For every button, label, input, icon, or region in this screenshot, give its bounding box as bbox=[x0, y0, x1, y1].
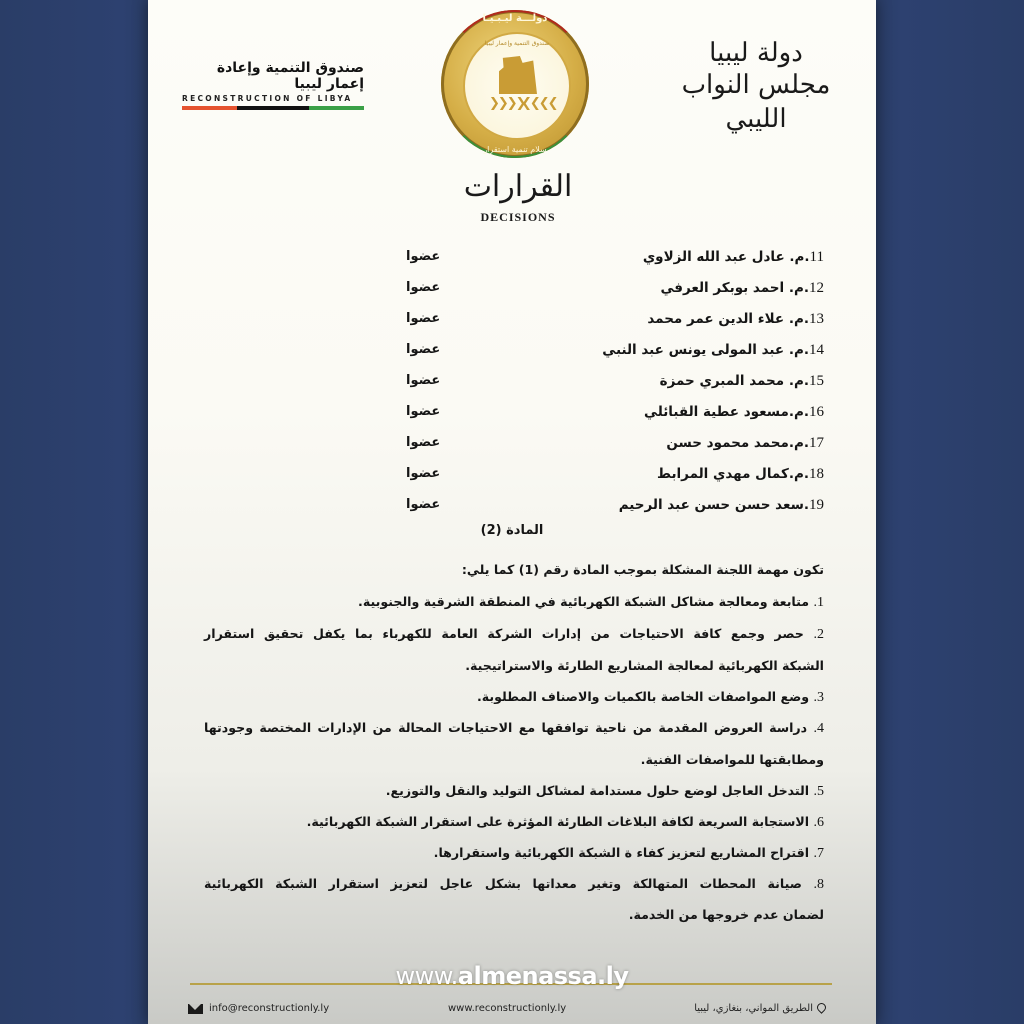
flag-bar-green bbox=[309, 106, 364, 110]
footer-website-link[interactable]: www.reconstructionly.ly bbox=[448, 1003, 567, 1014]
house-of-representatives-logo bbox=[666, 38, 846, 136]
recon-logo-arabic: صندوق التنمية وإعادة إعمار ليبيا bbox=[216, 60, 364, 92]
member-name: 18.م.كمال مهدي المرابط bbox=[657, 466, 824, 482]
wheat-left-icon: ❯❯❯❯ bbox=[489, 96, 525, 111]
article-item: 5. التدخل العاجل لوضع حلول مستدامة لمشاكل التوليد والنقل والتوزيع. bbox=[385, 783, 824, 799]
member-role: عضوا bbox=[406, 311, 441, 326]
member-row bbox=[148, 311, 876, 335]
member-name: 16.م.مسعود عطية القبائلي bbox=[644, 404, 824, 420]
member-row bbox=[148, 249, 876, 273]
member-name: 14.م. عبد المولى يونس عبد النبي bbox=[602, 342, 824, 358]
footer-address bbox=[694, 1003, 826, 1014]
member-row bbox=[148, 435, 876, 459]
article-intro: تكون مهمة اللجنة المشكلة بموجب المادة رقم (1) كما يلي: bbox=[461, 562, 824, 577]
wheat-right-icon: ❮❮❮❮ bbox=[521, 96, 557, 111]
flag-bar-black bbox=[237, 106, 309, 110]
watermark-domain: almenassa.ly bbox=[457, 962, 629, 990]
emblem-bottom-text: سلام تنمية استقرار bbox=[483, 145, 547, 154]
member-role: عضوا bbox=[406, 280, 441, 295]
article-item: 6. الاستجابة السريعة لكافة البلاغات الطارئة المؤثرة على استقرار الشبكة الكهربائية. bbox=[306, 814, 824, 830]
footer-email-text: info@reconstructionly.ly bbox=[209, 1003, 330, 1014]
member-name: 13.م. علاء الدين عمر محمد bbox=[647, 311, 824, 327]
flag-bar-red bbox=[182, 106, 237, 110]
article-item: 2. حصر وجمع كافة الاحتياجات من إدارات الشركة العامة للكهرباء بما يكفل تحقيق استقرار bbox=[204, 626, 824, 642]
member-role: عضوا bbox=[406, 497, 441, 512]
member-row bbox=[148, 373, 876, 397]
libya-map-icon bbox=[499, 56, 537, 94]
decisions-heading-english: DECISIONS bbox=[480, 210, 556, 224]
location-pin-icon bbox=[817, 1003, 826, 1014]
article-item: 1. متابعة ومعالجة مشاكل الشبكة الكهربائية في المنطقة الشرقية والجنوبية. bbox=[358, 594, 824, 610]
watermark-prefix: www. bbox=[395, 962, 458, 990]
member-row bbox=[148, 497, 876, 521]
fund-emblem-seal bbox=[441, 10, 589, 158]
member-name: 17.م.محمد محمود حسن bbox=[666, 435, 824, 451]
member-role: عضوا bbox=[406, 435, 441, 450]
hor-line-state: دولة ليبيا bbox=[709, 38, 803, 68]
article-item: 3. وضع المواصفات الخاصة بالكميات والاصناف المطلوبة. bbox=[476, 689, 824, 705]
member-role: عضوا bbox=[406, 249, 441, 264]
article-item: 4. دراسة العروض المقدمة من ناحية توافقها مع الاحتياجات المحالة من الإدارات المختصة وجودتها bbox=[204, 720, 824, 736]
article-item-continuation: لضمان عدم خروجها من الخدمة. bbox=[628, 907, 824, 922]
emblem-middle-text: صندوق التنمية وإعمار ليبيا bbox=[484, 40, 550, 47]
member-role: عضوا bbox=[406, 342, 441, 357]
envelope-icon bbox=[188, 1004, 203, 1014]
footer-email[interactable] bbox=[188, 1003, 329, 1014]
article-item-continuation: الشبكة الكهربائية لمعالجة المشاريع الطارئة والاستراتيجية. bbox=[465, 658, 824, 673]
member-name: 15.م. محمد المبري حمزة bbox=[659, 373, 824, 389]
article-item: 7. اقتراح المشاريع لتعزيز كفاء ة الشبكة الكهربائية واستقرارها. bbox=[433, 845, 824, 861]
recon-logo-english: RECONSTRUCTION OF LIBYA bbox=[182, 94, 353, 103]
member-row bbox=[148, 342, 876, 366]
hor-line-council: مجلس النواب الليبي bbox=[681, 70, 831, 134]
member-row bbox=[148, 280, 876, 304]
member-name: 11.م. عادل عبد الله الزلاوي bbox=[642, 249, 824, 265]
article-item: 8. صيانة المحطات المتهالكة وتغير معداتها بشكل عاجل لتعزيز استقرار الشبكة الكهربائية bbox=[204, 876, 825, 892]
member-role: عضوا bbox=[406, 404, 441, 419]
member-row bbox=[148, 404, 876, 428]
reconstruction-fund-logo bbox=[182, 60, 364, 110]
member-role: عضوا bbox=[406, 466, 441, 481]
member-name: 19.سعد حسن حسن عبد الرحيم bbox=[618, 497, 824, 513]
article-title: المادة (2) bbox=[480, 523, 544, 538]
article-item-continuation: ومطابقتها للمواصفات الفنية. bbox=[640, 752, 824, 767]
member-name: 12.م. احمد بوبكر العرفي bbox=[660, 280, 824, 296]
emblem-inner-circle bbox=[463, 32, 571, 140]
member-role: عضوا bbox=[406, 373, 441, 388]
emblem-top-text: دولـــة ليـبـيـا bbox=[482, 13, 548, 24]
almenassa-watermark bbox=[0, 962, 1024, 990]
footer-address-text: الطريق المواني، بنغازي، ليبيا bbox=[694, 1003, 813, 1014]
member-row bbox=[148, 466, 876, 490]
decisions-heading-arabic: القرارات bbox=[463, 169, 573, 204]
decisions-heading bbox=[438, 170, 598, 225]
libya-flag-color-bar bbox=[182, 106, 364, 110]
decision-document-page bbox=[148, 0, 876, 1024]
